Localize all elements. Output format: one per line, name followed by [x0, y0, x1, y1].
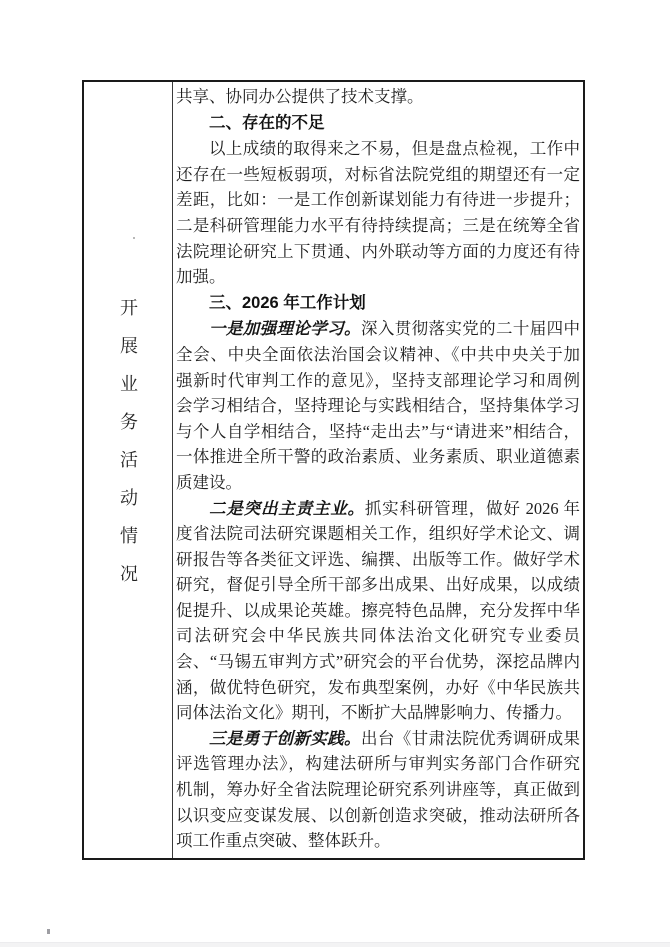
paragraph-lead-main-duties: 二是突出主责主业。: [209, 498, 365, 518]
paragraph-text: 深入贯彻落实党的二十届四中全会、中央全面依法治国会议精神、《中共中央关于加强新时代审判工作的意见》，坚持支部理论学习和周例会学习相结合，坚持理论与实践相结合，坚持集体学习与个人自学相结合，坚持“走出去”与“请进来”相结合，一体推进全所干警的政治素质、业务素质、职业道德素质建设。: [176, 319, 581, 492]
paragraph-lead-innovation-practice: 三是勇于创新实践。: [209, 728, 361, 748]
report-table: [82, 80, 585, 860]
paragraph-shortcomings-detail: [176, 136, 580, 290]
section-heading-text: 二、存在的不足: [209, 113, 325, 132]
scan-speck: [133, 237, 135, 239]
paragraph-continuation: [176, 84, 580, 110]
scan-edge-shadow: [0, 942, 670, 947]
paragraph-text: 共享、协同办公提供了技术支撑。: [176, 87, 424, 106]
section-heading-shortcomings: [176, 110, 580, 137]
paragraph-text: 以上成绩的取得来之不易，但是盘点检视，工作中还存在一些短板弱项，对标省法院党组的期望还有一定差距，比如：一是工作创新谋划能力有待进一步提升；二是科研管理能力水平有待持续提高；三是在统筹全省法院理论研究上下贯通、内外联动等方面的力度还有待加强。: [176, 139, 580, 287]
row-content-cell: [173, 82, 583, 858]
row-label-vertical-text: 开展业务活动情况: [118, 298, 138, 602]
section-heading-2026-plan: [176, 290, 580, 317]
paragraph-innovation-practice: [176, 726, 580, 854]
paragraph-text: 出台《甘肃法院优秀调研成果评选管理办法》，构建法研所与审判实务部门合作研究机制，筹办好全省法院理论研究系列讲座等，真正做到以识变应变谋发展、以创新创造求突破，推动法研所各项工作重点突破、整体跃升。: [176, 728, 581, 851]
row-label-cell: [84, 82, 173, 858]
paragraph-main-duties: [176, 496, 580, 726]
paragraph-text: 抓实科研管理，做好 2026 年度省法院司法研究课题相关工作，组织好学术论文、调研报告等各类征文评选、编撰、出版等工作。做好学术研究，督促引导全所干部多出成果、出好成果，以成绩促提升、以成果论英雄。擦亮特色品牌，充分发挥中华司法研究会中华民族共同体法治文化研究专业委员会、“马锡五审判方式”研究会的平台优势，深挖品牌内涵，做优特色研究，发布典型案例，办好《中华民族共同体法治文化》期刊，不断扩大品牌影响力、传播力。: [176, 498, 580, 723]
scan-speck: [47, 929, 50, 934]
paragraph-theory-study: [176, 316, 580, 495]
paragraph-lead-theory-study: 一是加强理论学习。: [209, 319, 361, 339]
section-heading-text: 三、2026 年工作计划: [209, 293, 366, 312]
